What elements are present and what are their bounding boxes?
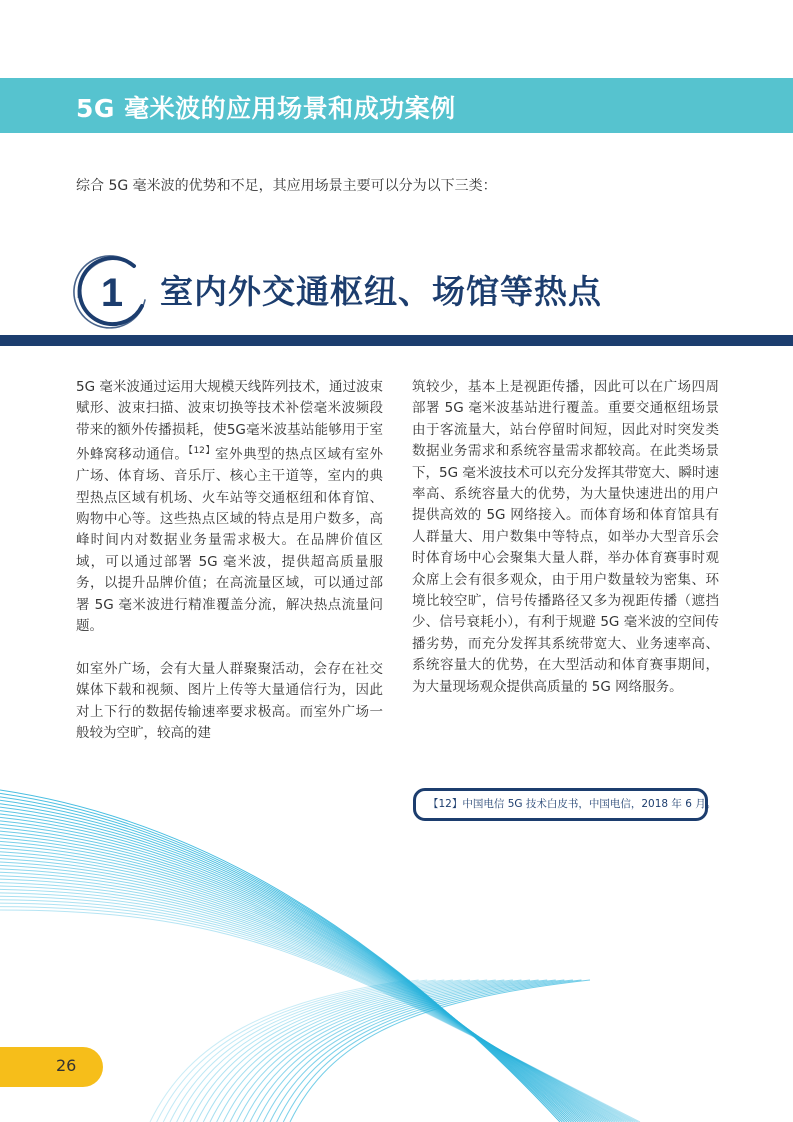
left-paragraph-2: 如室外广场，会有大量人群聚聚活动，会存在社交媒体下载和视频、图片上传等大量通信行为，因此对上下行的数据传输速率要求极高。而室外广场一般较为空旷，较高的建 [76, 660, 383, 741]
section-heading [0, 240, 793, 355]
page-number: 26 [56, 1056, 77, 1075]
left-paragraph-1: 5G 毫米波通过运用大规模天线阵列技术，通过波束赋形、波束扫描、波束切换等技术补偿毫米波频段带来的额外传播损耗，使5G毫米波基站能够用于室外蜂窝移动通信。$^{【12】}$室外典型的热点区域有室外广场、体育场、音乐厅、核心主干道等，室内的典型热点区域有机场、火车站等交通枢纽和体育馆、购物中心等。这些热点区域的特点是用户数多，高峰时间内对数据业务量需求极大。在品牌价值区域，可以通过部署 5G 毫米波，提供超高质量服务，以提升品牌价值；在高流量区域，可以通过部署 5G 毫米波进行精准覆盖分流，解决热点流量问题。 [76, 379, 384, 634]
footnote: 【12】中国电信 5G 技术白皮书，中国电信，2018 年 6 月。 [413, 788, 708, 821]
right-column [412, 377, 719, 698]
section-title: 室内外交通枢纽、场馆等热点 [160, 272, 602, 311]
page-title: 5G 毫米波的应用场景和成功案例 [76, 94, 456, 123]
right-paragraph-1: 筑较少，基本上是视距传播，因此可以在广场四周部署 5G 毫米波基站进行覆盖。重要交通枢纽场景由于客流量大，站台停留时间短，因此对时突发类数据业务需求和系统容量需求都较高。在此类场景下，5G 毫米波技术可以充分发挥其带宽大、瞬时速率高、系统容量大的优势，为大量快速进出的用户提供高效的 5G 网络接入。而体育场和体育馆具有人群量大、用户数集中等特点，如举办大型音乐会时体育场中心会聚集大量人群，举办体育赛事时观众席上会有很多观众，由于用户数量较为密集、环境比较空旷，信号传播路径又多为视距传播（遮挡少、信号衰耗小），有利于规避 5G 毫米波的空间传播劣势，而充分发挥其系统带宽大、业务速率高、系统容量大的优势，在大型活动和体育赛事期间，为大量现场观众提供高质量的 5G 网络服务。 [412, 379, 719, 695]
reference-marker: 【12】 [188, 446, 215, 457]
section-number-brush-circle-icon [72, 252, 152, 332]
page-number-tab [0, 1047, 103, 1087]
section-number: 1 [100, 271, 124, 315]
left-column [76, 377, 383, 744]
wave-lines-decoration [0, 780, 793, 1122]
intro-text: 综合 5G 毫米波的优势和不足，其应用场景主要可以分为以下三类： [76, 178, 497, 194]
section-divider [0, 335, 793, 346]
title-banner [0, 78, 793, 133]
